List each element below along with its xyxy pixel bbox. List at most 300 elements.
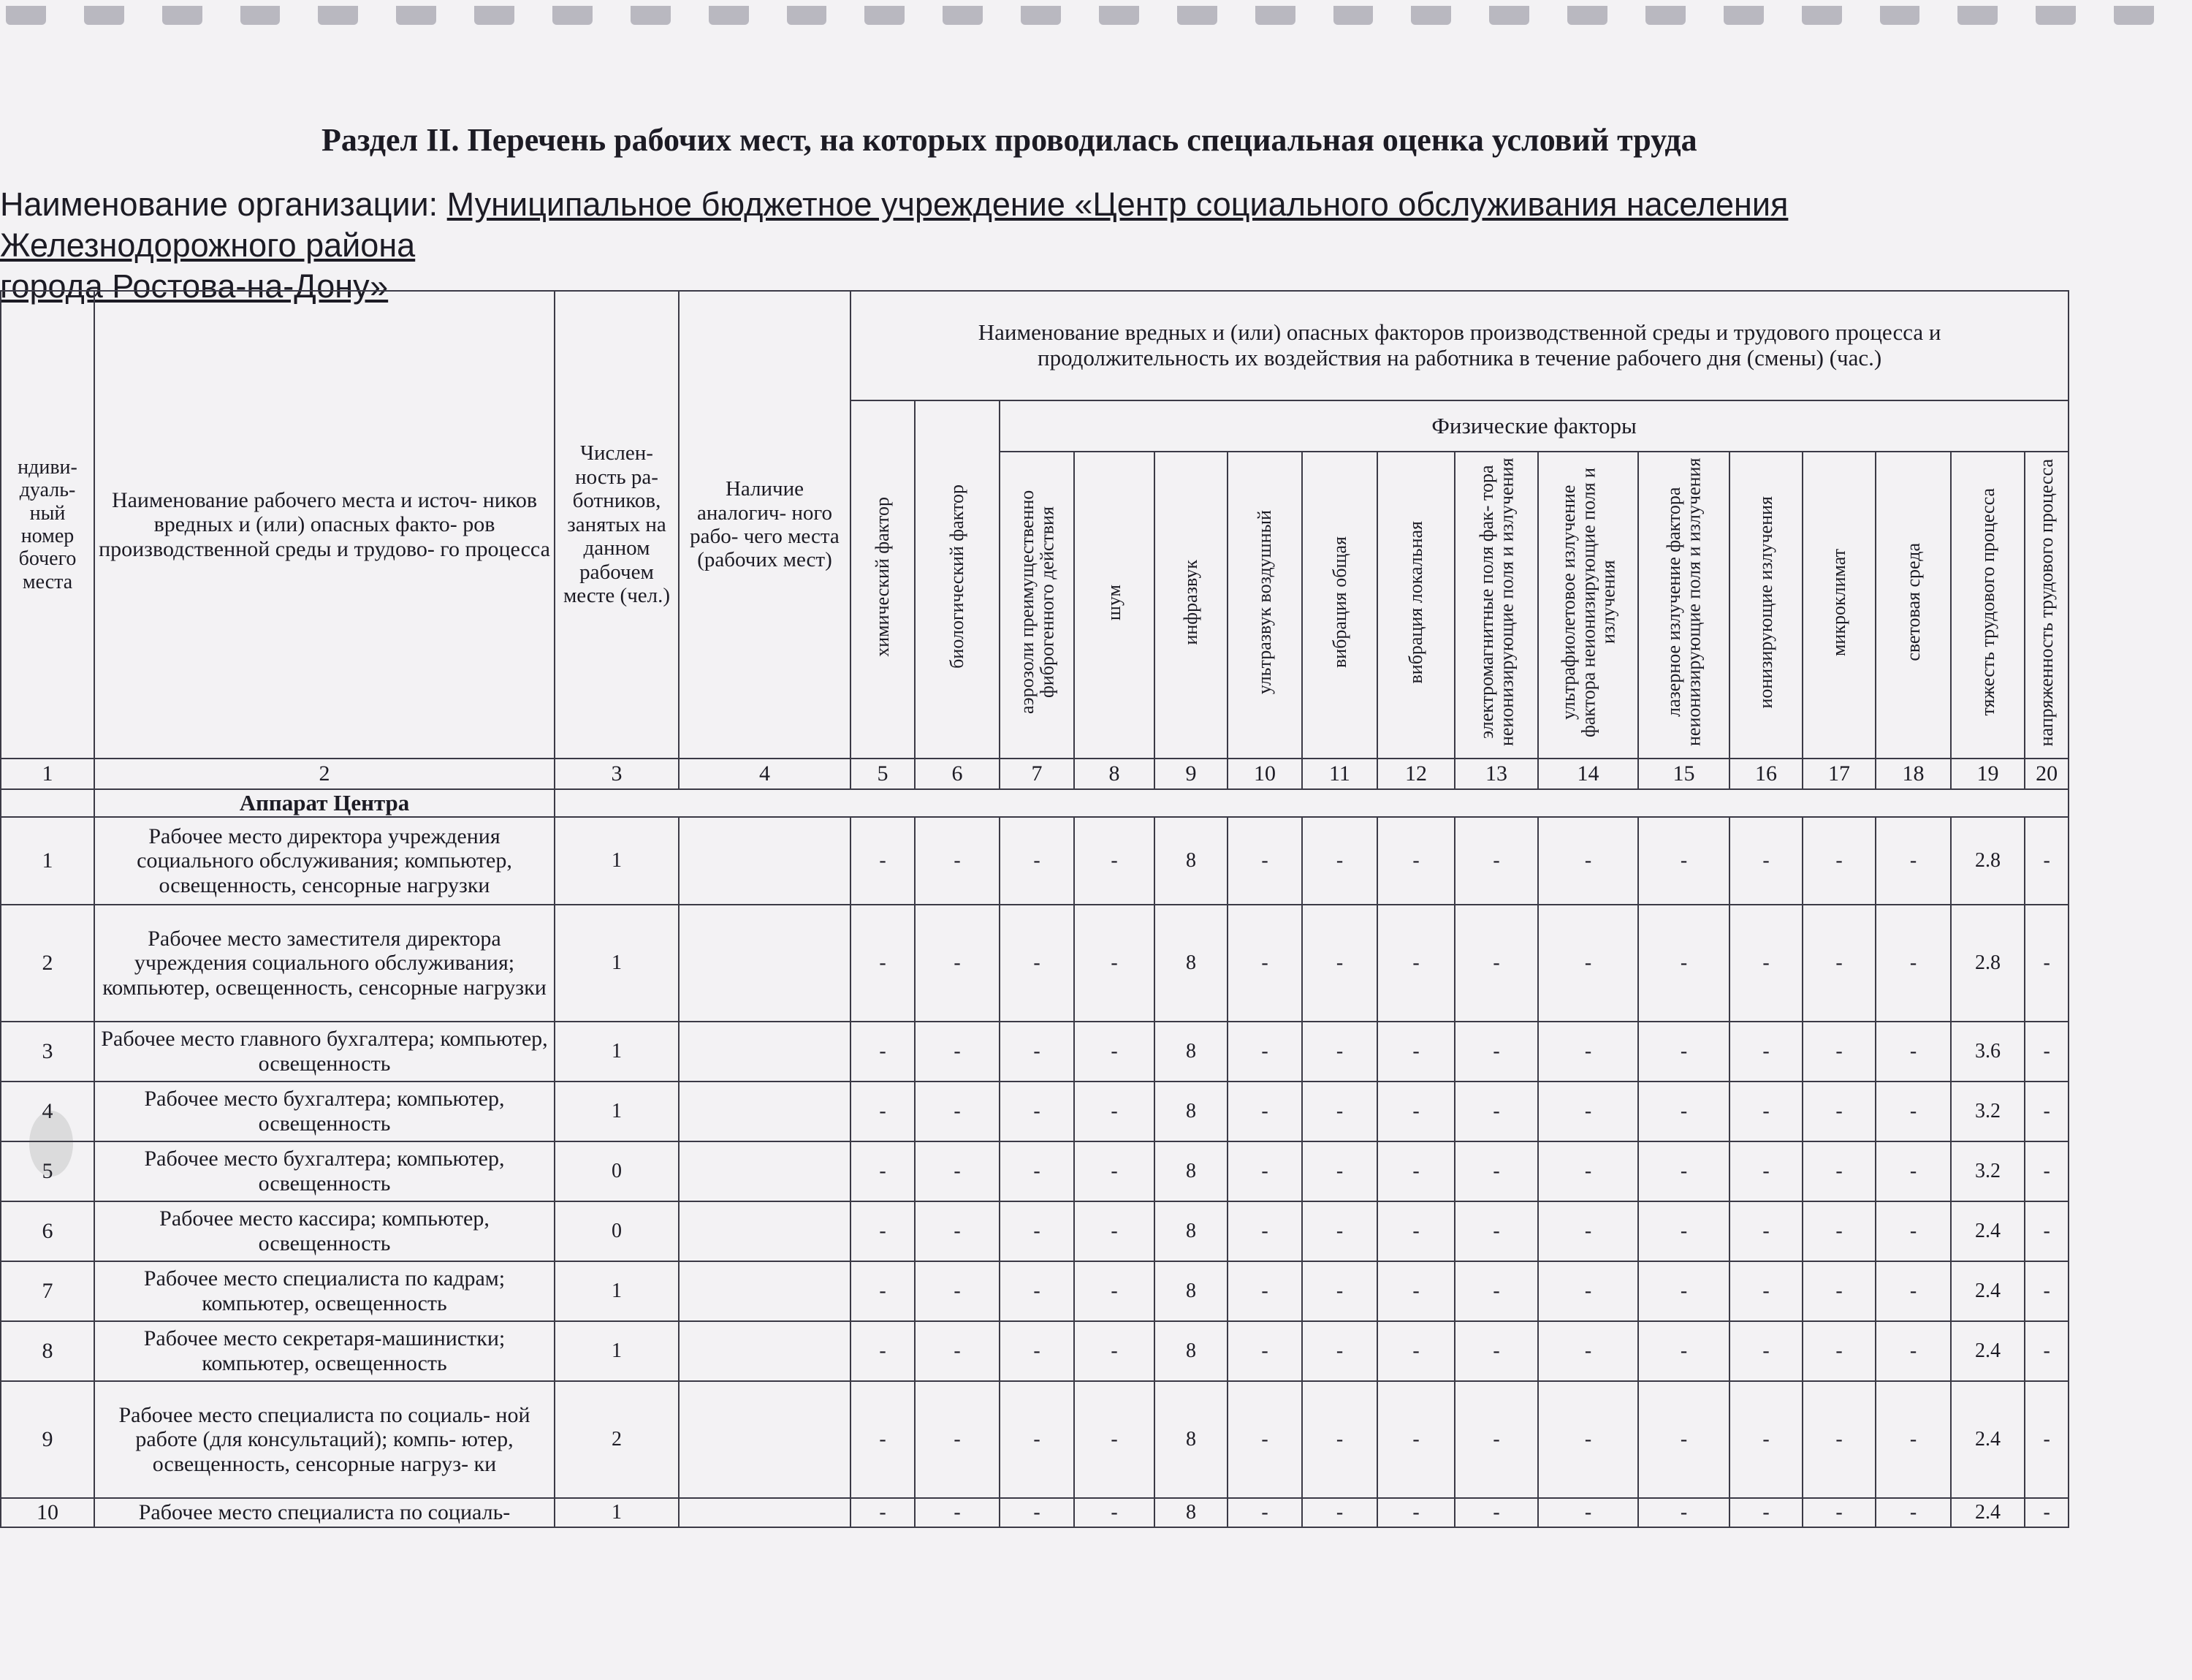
factor-value: -: [1228, 1498, 1302, 1527]
row-number: 10: [1, 1498, 94, 1527]
factor-value: -: [1000, 1321, 1074, 1381]
factor-value: -: [2025, 1141, 2069, 1201]
organization-name-cont: города Ростова-на-Дону»: [0, 267, 389, 305]
header-vibration-general: [1302, 452, 1377, 759]
section-row: [1, 789, 2069, 817]
factor-value: -: [1538, 1261, 1638, 1321]
header-vibration-general-text: вибрация общая: [1328, 536, 1350, 669]
factor-value: -: [915, 1201, 1000, 1261]
factor-value: -: [1228, 1261, 1302, 1321]
factor-value: -: [850, 1381, 915, 1498]
factor-value: -: [915, 1082, 1000, 1141]
factor-value: -: [850, 905, 915, 1022]
factor-value: 8: [1154, 1381, 1228, 1498]
header-noise-text: шум: [1103, 584, 1125, 620]
binder-hole: [943, 6, 983, 25]
factor-value: 8: [1154, 1498, 1228, 1527]
analog-cell: [679, 1141, 850, 1201]
factor-value: -: [1074, 817, 1154, 905]
factor-value: -: [1803, 1082, 1876, 1141]
table-row: [1, 1381, 2069, 1498]
factor-value: -: [850, 1498, 915, 1527]
binder-hole: [1724, 6, 1764, 25]
factor-value: -: [1538, 1022, 1638, 1082]
column-number: 3: [555, 759, 679, 789]
table-row: [1, 1321, 2069, 1381]
factor-value: -: [850, 1082, 915, 1141]
factor-value: -: [1803, 1498, 1876, 1527]
header-ionizing-text: ионизирующие излучения: [1755, 495, 1777, 709]
factor-value: -: [1074, 1201, 1154, 1261]
factor-value: -: [2025, 1201, 2069, 1261]
factor-value: -: [1074, 1321, 1154, 1381]
column-number: 16: [1729, 759, 1803, 789]
factor-value: -: [1074, 1261, 1154, 1321]
binder-hole: [240, 6, 281, 25]
factor-value: -: [1377, 1381, 1455, 1498]
column-number: 6: [915, 759, 1000, 789]
analog-cell: [679, 1321, 850, 1381]
factor-value: -: [1455, 1201, 1538, 1261]
factor-value: -: [915, 817, 1000, 905]
factor-value: -: [1876, 1321, 1951, 1381]
column-number: 11: [1302, 759, 1377, 789]
factor-value: -: [1302, 1141, 1377, 1201]
row-number: 4: [1, 1082, 94, 1141]
factor-value: -: [1638, 905, 1729, 1022]
binder-hole: [1880, 6, 1920, 25]
factor-value: -: [1377, 1321, 1455, 1381]
workplace-name: Рабочее место директора учреждения социального обслуживания; компьютер, освещенность, сенсорные нагрузки: [94, 817, 555, 905]
factor-value: -: [1228, 1201, 1302, 1261]
factor-value: -: [1638, 1321, 1729, 1381]
binder-hole: [631, 6, 671, 25]
section-empty: [555, 789, 2069, 817]
factor-value: -: [1638, 1498, 1729, 1527]
binder-hole: [396, 6, 436, 25]
column-number: 20: [2025, 759, 2069, 789]
factor-value: -: [1377, 1022, 1455, 1082]
worker-count: 0: [555, 1201, 679, 1261]
factor-value: -: [2025, 1082, 2069, 1141]
factor-value: -: [1538, 1201, 1638, 1261]
factor-value: -: [1638, 1022, 1729, 1082]
factor-value: -: [1803, 1321, 1876, 1381]
factor-value: -: [1729, 1498, 1803, 1527]
factor-value: -: [1538, 1082, 1638, 1141]
column-numbers-row: [1, 759, 2069, 789]
factor-value: -: [1638, 1381, 1729, 1498]
factor-value: -: [1876, 1082, 1951, 1141]
header-infrasound: [1154, 452, 1228, 759]
row-number: 3: [1, 1022, 94, 1082]
factor-value: -: [1074, 1498, 1154, 1527]
header-emf: [1455, 452, 1538, 759]
header-ultrasound-text: ультразвук воздушный: [1254, 510, 1276, 695]
factor-value: -: [915, 1141, 1000, 1201]
factor-value: -: [850, 817, 915, 905]
workplace-name: Рабочее место специалиста по социаль- ной работе (для консультаций); компь- ютер, освещенность, сенсорные нагруз- ки: [94, 1381, 555, 1498]
header-severity: [1951, 452, 2025, 759]
header-uv: [1538, 452, 1638, 759]
factor-value: -: [1876, 905, 1951, 1022]
factor-value: -: [1876, 817, 1951, 905]
factor-value: -: [1302, 1381, 1377, 1498]
factor-value: -: [1074, 905, 1154, 1022]
header-id: ндиви- дуаль- ный номер бочего места: [1, 291, 94, 759]
header-factors: Наименование вредных и (или) опасных факторов производственной среды и трудового процесса и продолжительность их воздействия на работника в течение рабочего дня (смены) (час.): [850, 291, 2069, 400]
header-vibration-local-text: вибрация локальная: [1405, 521, 1427, 684]
row-number: 1: [1, 817, 94, 905]
column-number: 14: [1538, 759, 1638, 789]
factor-value: -: [1729, 1261, 1803, 1321]
header-microclimate: [1803, 452, 1876, 759]
factor-value: 2.8: [1951, 817, 2025, 905]
factor-value: -: [2025, 905, 2069, 1022]
workplaces-table: [0, 290, 2069, 1528]
binder-hole: [318, 6, 358, 25]
factor-value: 2.4: [1951, 1201, 2025, 1261]
factor-value: 8: [1154, 905, 1228, 1022]
factor-value: -: [1302, 1498, 1377, 1527]
factor-value: -: [1455, 1022, 1538, 1082]
table-row: [1, 1261, 2069, 1321]
factor-value: -: [850, 1321, 915, 1381]
factor-value: -: [1074, 1381, 1154, 1498]
factor-value: -: [915, 1381, 1000, 1498]
column-number: 7: [1000, 759, 1074, 789]
factor-value: -: [1302, 817, 1377, 905]
binder-hole: [1333, 6, 1374, 25]
factor-value: -: [915, 1022, 1000, 1082]
factor-value: -: [1876, 1141, 1951, 1201]
analog-cell: [679, 1261, 850, 1321]
factor-value: -: [1803, 1261, 1876, 1321]
binder-hole: [1567, 6, 1607, 25]
factor-value: 8: [1154, 1201, 1228, 1261]
header-aerosols-text: аэрозоли преимущественно фиброгенного действия: [1016, 490, 1057, 715]
binder-hole: [1099, 6, 1139, 25]
column-number: 4: [679, 759, 850, 789]
binder-hole: [1411, 6, 1451, 25]
analog-cell: [679, 1498, 850, 1527]
binder-hole: [84, 6, 124, 25]
table-row: [1, 905, 2069, 1022]
row-number: 9: [1, 1381, 94, 1498]
binder-hole: [2036, 6, 2076, 25]
factor-value: -: [1302, 1082, 1377, 1141]
factor-value: -: [1729, 1141, 1803, 1201]
binder-hole: [6, 6, 46, 25]
workplace-name: Рабочее место специалиста по кадрам; компьютер, освещенность: [94, 1261, 555, 1321]
worker-count: 1: [555, 1261, 679, 1321]
factor-value: -: [1876, 1201, 1951, 1261]
factor-value: -: [1803, 1381, 1876, 1498]
organization-label: Наименование организации:: [0, 186, 438, 223]
factor-value: -: [1638, 1201, 1729, 1261]
factor-value: -: [850, 1261, 915, 1321]
factor-value: -: [1538, 1321, 1638, 1381]
factor-value: 8: [1154, 817, 1228, 905]
header-infrasound-text: инфразвук: [1180, 560, 1202, 645]
row-number: 2: [1, 905, 94, 1022]
factor-value: -: [1876, 1261, 1951, 1321]
factor-value: -: [1074, 1141, 1154, 1201]
factor-value: -: [2025, 817, 2069, 905]
factor-value: -: [1000, 1201, 1074, 1261]
factor-value: -: [1302, 1022, 1377, 1082]
binder-hole: [709, 6, 749, 25]
factor-value: -: [1729, 1082, 1803, 1141]
factor-value: -: [1455, 1498, 1538, 1527]
header-light-text: световая среда: [1902, 543, 1924, 662]
factor-value: -: [1455, 1261, 1538, 1321]
factor-value: -: [2025, 1321, 2069, 1381]
workplace-name: Рабочее место заместителя директора учреждения социального обслуживания; компьютер, освещенность, сенсорные нагрузки: [94, 905, 555, 1022]
row-number: 6: [1, 1201, 94, 1261]
header-name: Наименование рабочего места и источ- ников вредных и (или) опасных факто- ров производственной среды и трудово- го процесса: [94, 291, 555, 759]
factor-value: -: [915, 1261, 1000, 1321]
factor-value: -: [1803, 905, 1876, 1022]
factor-value: -: [1803, 817, 1876, 905]
factor-value: -: [1377, 1261, 1455, 1321]
factor-value: -: [1000, 1022, 1074, 1082]
factor-value: -: [1377, 905, 1455, 1022]
factor-value: -: [1638, 817, 1729, 905]
factor-value: 8: [1154, 1141, 1228, 1201]
worker-count: 2: [555, 1381, 679, 1498]
row-number: 5: [1, 1141, 94, 1201]
binder-hole: [1802, 6, 1842, 25]
factor-value: -: [1228, 1141, 1302, 1201]
workplace-name: Рабочее место бухгалтера; компьютер, освещенность: [94, 1141, 555, 1201]
column-number: 9: [1154, 759, 1228, 789]
factor-value: -: [1455, 1381, 1538, 1498]
factor-value: -: [1729, 1321, 1803, 1381]
binder-hole: [864, 6, 905, 25]
column-number: 1: [1, 759, 94, 789]
factor-value: 8: [1154, 1321, 1228, 1381]
column-number: 18: [1876, 759, 1951, 789]
header-chemical: [850, 400, 915, 759]
header-noise: [1074, 452, 1154, 759]
factor-value: -: [1455, 1082, 1538, 1141]
factor-value: -: [1538, 817, 1638, 905]
section-title: Аппарат Центра: [94, 789, 555, 817]
column-number: 10: [1228, 759, 1302, 789]
factor-value: -: [850, 1141, 915, 1201]
header-analog: Наличие аналогич- ного рабо- чего места (рабочих мест): [679, 291, 850, 759]
factor-value: -: [1729, 1022, 1803, 1082]
factor-value: -: [2025, 1022, 2069, 1082]
factor-value: -: [915, 1498, 1000, 1527]
binder-hole: [1021, 6, 1061, 25]
factor-value: -: [1538, 1141, 1638, 1201]
workplace-name: Рабочее место секретаря-машинистки; компьютер, освещенность: [94, 1321, 555, 1381]
factor-value: -: [1538, 1498, 1638, 1527]
binder-hole: [1645, 6, 1686, 25]
header-count: Числен- ность ра- ботников, занятых на данном рабочем месте (чел.): [555, 291, 679, 759]
header-ionizing: [1729, 452, 1803, 759]
binder-hole: [787, 6, 827, 25]
factor-value: 2.4: [1951, 1498, 2025, 1527]
header-biological-text: биологический фактор: [946, 484, 968, 669]
organization-line: [0, 184, 2060, 307]
factor-value: -: [1000, 1261, 1074, 1321]
factor-value: -: [1729, 1381, 1803, 1498]
workplace-name: Рабочее место бухгалтера; компьютер, освещенность: [94, 1082, 555, 1141]
factor-value: 8: [1154, 1022, 1228, 1082]
factor-value: -: [2025, 1261, 2069, 1321]
factor-value: -: [1228, 1381, 1302, 1498]
factor-value: -: [2025, 1381, 2069, 1498]
factor-value: -: [1000, 1082, 1074, 1141]
page-title: Раздел II. Перечень рабочих мест, на которых проводилась специальная оценка условий труда: [321, 122, 1697, 158]
worker-count: 1: [555, 1498, 679, 1527]
factor-value: -: [1228, 1022, 1302, 1082]
header-microclimate-text: микроклимат: [1828, 548, 1850, 656]
factor-value: -: [1638, 1261, 1729, 1321]
factor-value: -: [1377, 1082, 1455, 1141]
factor-value: -: [1729, 1201, 1803, 1261]
binder-hole: [1177, 6, 1217, 25]
factor-value: -: [1803, 1141, 1876, 1201]
table-row: [1, 817, 2069, 905]
factor-value: -: [1638, 1141, 1729, 1201]
table-row: [1, 1498, 2069, 1527]
analog-cell: [679, 1201, 850, 1261]
worker-count: 1: [555, 1082, 679, 1141]
column-number: 15: [1638, 759, 1729, 789]
analog-cell: [679, 1022, 850, 1082]
organization-name: Муниципальное бюджетное учреждение «Центр социального обслуживания населения Железнодорожного района: [0, 186, 1789, 264]
factor-value: -: [1000, 905, 1074, 1022]
column-number: 17: [1803, 759, 1876, 789]
factor-value: -: [1302, 1261, 1377, 1321]
section-empty: [1, 789, 94, 817]
binder-hole: [1255, 6, 1295, 25]
factor-value: -: [1228, 1321, 1302, 1381]
worker-count: 1: [555, 905, 679, 1022]
factor-value: -: [915, 1321, 1000, 1381]
factor-value: -: [1638, 1082, 1729, 1141]
factor-value: -: [850, 1201, 915, 1261]
binder-hole: [1489, 6, 1529, 25]
factor-value: -: [1228, 905, 1302, 1022]
factor-value: -: [1074, 1022, 1154, 1082]
factor-value: -: [1377, 817, 1455, 905]
table-row: [1, 1082, 2069, 1141]
factor-value: -: [1876, 1381, 1951, 1498]
factor-value: -: [1803, 1201, 1876, 1261]
column-number: 2: [94, 759, 555, 789]
factor-value: 3.2: [1951, 1141, 2025, 1201]
header-emf-text: электромагнитные поля фак- тора неионизирующие поля и излучения: [1475, 458, 1517, 747]
table-row: [1, 1201, 2069, 1261]
header-laser: [1638, 452, 1729, 759]
worker-count: 1: [555, 1022, 679, 1082]
table-body: [1, 817, 2069, 1527]
workplace-name: Рабочее место главного бухгалтера; компьютер, освещенность: [94, 1022, 555, 1082]
factor-value: -: [915, 905, 1000, 1022]
header-ultrasound: [1228, 452, 1302, 759]
factor-value: -: [1228, 1082, 1302, 1141]
binder-hole: [162, 6, 202, 25]
factor-value: -: [1455, 905, 1538, 1022]
row-number: 7: [1, 1261, 94, 1321]
column-number: 8: [1074, 759, 1154, 789]
column-number: 19: [1951, 759, 2025, 789]
factor-value: -: [1000, 1498, 1074, 1527]
analog-cell: [679, 1082, 850, 1141]
binder-hole: [552, 6, 593, 25]
header-biological: [915, 400, 1000, 759]
binder-holes: [0, 0, 2192, 51]
worker-count: 1: [555, 817, 679, 905]
factor-value: -: [1876, 1022, 1951, 1082]
binder-hole: [474, 6, 514, 25]
header-physical: Физические факторы: [1000, 400, 2069, 452]
analog-cell: [679, 905, 850, 1022]
factor-value: -: [2025, 1498, 2069, 1527]
factor-value: 8: [1154, 1082, 1228, 1141]
factor-value: -: [1000, 1381, 1074, 1498]
factor-value: -: [1377, 1201, 1455, 1261]
factor-value: -: [1538, 905, 1638, 1022]
factor-value: -: [1729, 905, 1803, 1022]
header-vibration-local: [1377, 452, 1455, 759]
table-row: [1, 1141, 2069, 1201]
factor-value: -: [1455, 1141, 1538, 1201]
factor-value: -: [1803, 1022, 1876, 1082]
header-intensity: [2025, 452, 2069, 759]
factor-value: -: [1302, 1201, 1377, 1261]
factor-value: 3.2: [1951, 1082, 2025, 1141]
factor-value: -: [850, 1022, 915, 1082]
header-laser-text: лазерное излучение фактора неионизирующие поля и излучения: [1663, 458, 1705, 747]
factor-value: 2.4: [1951, 1381, 2025, 1498]
factor-value: 2.8: [1951, 905, 2025, 1022]
factor-value: -: [1000, 817, 1074, 905]
analog-cell: [679, 817, 850, 905]
header-uv-text: ультрафиолетовое излучение фактора неионизирующие поля и излучения: [1557, 467, 1619, 737]
binder-hole: [1957, 6, 1998, 25]
factor-value: -: [1377, 1141, 1455, 1201]
factor-value: -: [1000, 1141, 1074, 1201]
binder-hole: [2114, 6, 2154, 25]
factor-value: -: [1876, 1498, 1951, 1527]
header-aerosols: [1000, 452, 1074, 759]
table-row: [1, 1022, 2069, 1082]
workplace-name: Рабочее место кассира; компьютер, освещенность: [94, 1201, 555, 1261]
row-number: 8: [1, 1321, 94, 1381]
header-chemical-text: химический фактор: [872, 496, 894, 657]
worker-count: 0: [555, 1141, 679, 1201]
factor-value: -: [1455, 1321, 1538, 1381]
factor-value: -: [1228, 817, 1302, 905]
header-severity-text: тяжесть трудового процесса: [1976, 488, 1998, 717]
factor-value: -: [1455, 817, 1538, 905]
factor-value: 3.6: [1951, 1022, 2025, 1082]
column-number: 12: [1377, 759, 1455, 789]
factor-value: -: [1538, 1381, 1638, 1498]
factor-value: 8: [1154, 1261, 1228, 1321]
scan-stain: [29, 1111, 73, 1177]
analog-cell: [679, 1381, 850, 1498]
header-intensity-text: напряженность трудового процесса: [2036, 458, 2058, 746]
factor-value: -: [1302, 1321, 1377, 1381]
header-light: [1876, 452, 1951, 759]
